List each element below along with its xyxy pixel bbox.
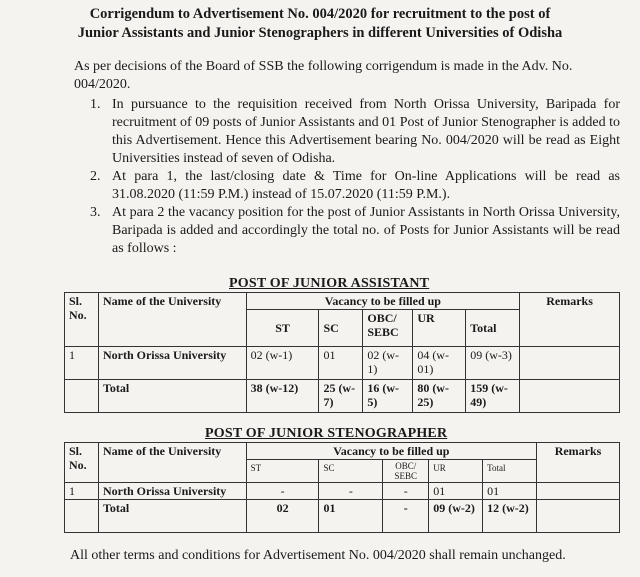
table-row <box>65 483 620 500</box>
point-text: At para 1, the last/closing date & Time for On-line Applications will be read as 31.08.2020 (11:59 P.M.) instead of 15.07.2020 (11:59 P.M.). <box>112 169 620 202</box>
total-st: 38 (w-12) <box>246 380 319 413</box>
point-item <box>90 204 620 258</box>
col-total: Total <box>466 310 520 347</box>
col-vacancy: Vacancy to be filled up <box>246 443 536 460</box>
point-number: 2. <box>90 169 101 184</box>
col-obc: OBC/ SEBC <box>383 460 429 483</box>
col-university: Name of the University <box>98 443 246 483</box>
table-header-row <box>65 443 620 460</box>
cell-university: North Orissa University <box>98 483 246 500</box>
cell-obc: - <box>383 483 429 500</box>
total-total: 12 (w-2) <box>483 500 537 533</box>
cell-remarks <box>537 500 620 533</box>
title-line-1: Corrigendum to Advertisement No. 004/2020 for recruitment to the post of <box>89 6 551 22</box>
cell-remarks <box>520 380 620 413</box>
col-st: ST <box>246 310 319 347</box>
total-label: Total <box>98 380 246 413</box>
cell-total: 09 (w-3) <box>466 347 520 380</box>
cell-empty <box>65 380 99 413</box>
col-university: Name of the University <box>98 293 246 347</box>
point-number: 3. <box>90 205 101 220</box>
cell-sc: - <box>319 483 383 500</box>
table-row <box>65 347 620 380</box>
table-header-row <box>65 293 620 310</box>
col-vacancy: Vacancy to be filled up <box>246 293 520 310</box>
col-remarks: Remarks <box>537 443 620 483</box>
total-st: 02 <box>246 500 319 533</box>
cell-remarks <box>537 483 620 500</box>
table-total-row <box>65 380 620 413</box>
document-title <box>0 5 640 43</box>
total-total: 159 (w-49) <box>466 380 520 413</box>
col-ur: UR <box>413 310 466 347</box>
corrigendum-points <box>90 96 620 258</box>
point-item <box>90 96 620 168</box>
junior-assistant-heading: POST OF JUNIOR ASSISTANT <box>229 276 430 291</box>
cell-university: North Orissa University <box>98 347 246 380</box>
col-st: ST <box>246 460 319 483</box>
cell-remarks <box>520 347 620 380</box>
cell-ur: 01 <box>429 483 483 500</box>
table-total-row <box>65 500 620 533</box>
col-remarks: Remarks <box>520 293 620 347</box>
cell-empty <box>65 500 99 533</box>
total-obc: 16 (w-5) <box>363 380 413 413</box>
total-obc: - <box>383 500 429 533</box>
cell-total: 01 <box>483 483 537 500</box>
total-ur: 80 (w-25) <box>413 380 466 413</box>
cell-st: - <box>246 483 319 500</box>
total-label: Total <box>98 500 246 533</box>
point-text: In pursuance to the requisition received from North Orissa University, Baripada for recruitment of 09 posts of Junior Assistants and 01 Post of Junior Stenographer is added to this Advertisement. Hence this Advertisement bearing No. 004/2020 will be read as Eight Universities instead of seven of Odisha. <box>112 97 620 166</box>
cell-st: 02 (w-1) <box>246 347 319 380</box>
footer-paragraph: All other terms and conditions for Advertisement No. 004/2020 shall remain unchanged. <box>70 548 566 563</box>
col-sc: SC <box>319 460 383 483</box>
point-text: At para 2 the vacancy position for the post of Junior Assistants in North Orissa University, Baripada is added and accordingly the total no. of Posts for Junior Assistants will be read as follows : <box>112 205 620 256</box>
col-total: Total <box>483 460 537 483</box>
total-sc: 25 (w-7) <box>319 380 363 413</box>
junior-stenographer-heading: POST OF JUNIOR STENOGRAPHER <box>205 426 448 441</box>
junior-stenographer-table <box>64 442 620 533</box>
col-ur: UR <box>429 460 483 483</box>
intro-paragraph: As per decisions of the Board of SSB the following corrigendum is made in the Adv. No. 004/2020. <box>74 59 573 92</box>
junior-assistant-table <box>64 292 620 413</box>
cell-slno: 1 <box>65 347 99 380</box>
point-item <box>90 168 620 204</box>
cell-ur: 04 (w-01) <box>413 347 466 380</box>
cell-slno: 1 <box>65 483 99 500</box>
col-sc: SC <box>319 310 363 347</box>
col-slno: Sl. No. <box>65 293 99 347</box>
col-obc: OBC/ SEBC <box>363 310 413 347</box>
total-ur: 09 (w-2) <box>429 500 483 533</box>
col-slno: Sl. No. <box>65 443 99 483</box>
cell-obc: 02 (w-1) <box>363 347 413 380</box>
cell-sc: 01 <box>319 347 363 380</box>
title-line-2: Junior Assistants and Junior Stenographers in different Universities of Odisha <box>77 25 563 41</box>
point-number: 1. <box>90 97 101 112</box>
total-sc: 01 <box>319 500 383 533</box>
